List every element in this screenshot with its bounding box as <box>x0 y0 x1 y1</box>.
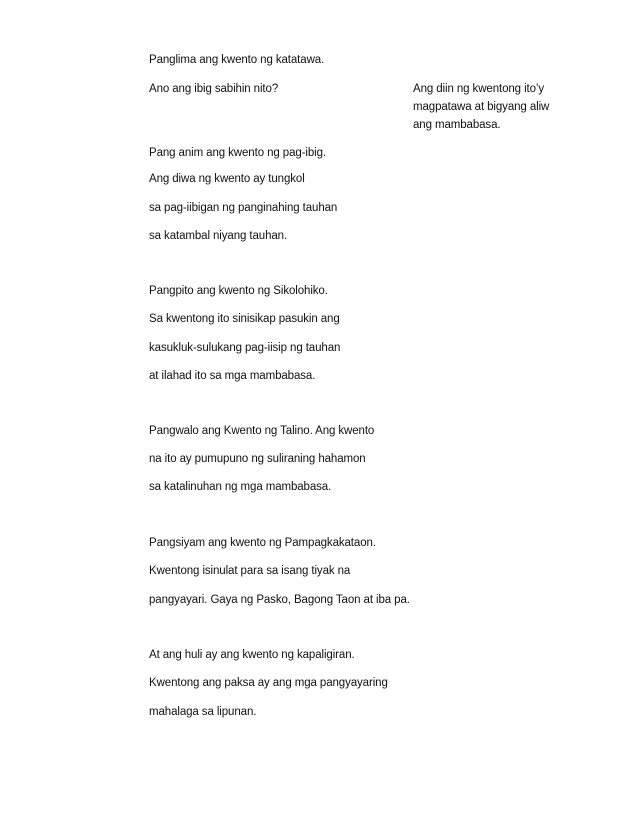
text-line: At ang huli ay ang kwento ng kapaligiran. <box>149 649 355 661</box>
side-note-line: magpatawa at bigyang aliw <box>413 101 550 113</box>
text-line: Kwentong ang paksa ay ang mga pangyayaring <box>149 677 388 689</box>
side-note-line: ang mambabasa. <box>413 119 501 131</box>
text-line: Ang diwa ng kwento ay tungkol <box>149 173 305 185</box>
text-line: Pangpito ang kwento ng Sikolohiko. <box>149 285 328 297</box>
text-line: mahalaga sa lipunan. <box>149 706 257 718</box>
text-line: Ano ang ibig sabihin nito? <box>149 83 279 95</box>
text-line: Sa kwentong ito sinisikap pasukin ang <box>149 313 340 325</box>
text-line: Panglima ang kwento ng katatawa. <box>149 54 325 66</box>
text-line: kasukluk-sulukang pag-iisip ng tauhan <box>149 342 341 354</box>
text-line: sa katalinuhan ng mga mambabasa. <box>149 481 332 493</box>
text-line: Pangwalo ang Kwento ng Talino. Ang kwento <box>149 425 375 437</box>
text-line: sa pag-iibigan ng panginahing tauhan <box>149 202 338 214</box>
text-line: Kwentong isinulat para sa isang tiyak na <box>149 565 351 577</box>
text-line: Pangsiyam ang kwento ng Pampagkakataon. <box>149 537 376 549</box>
text-line: na ito ay pumupuno ng suliraning hahamon <box>149 453 366 465</box>
text-line: Pang anim ang kwento ng pag-ibig. <box>149 147 326 159</box>
text-line: pangyayari. Gaya ng Pasko, Bagong Taon at iba pa. <box>149 594 410 606</box>
text-line: at ilahad ito sa mga mambabasa. <box>149 370 316 382</box>
side-note-line: Ang diin ng kwentong ito’y <box>413 83 545 95</box>
text-line: sa katambal niyang tauhan. <box>149 230 288 242</box>
